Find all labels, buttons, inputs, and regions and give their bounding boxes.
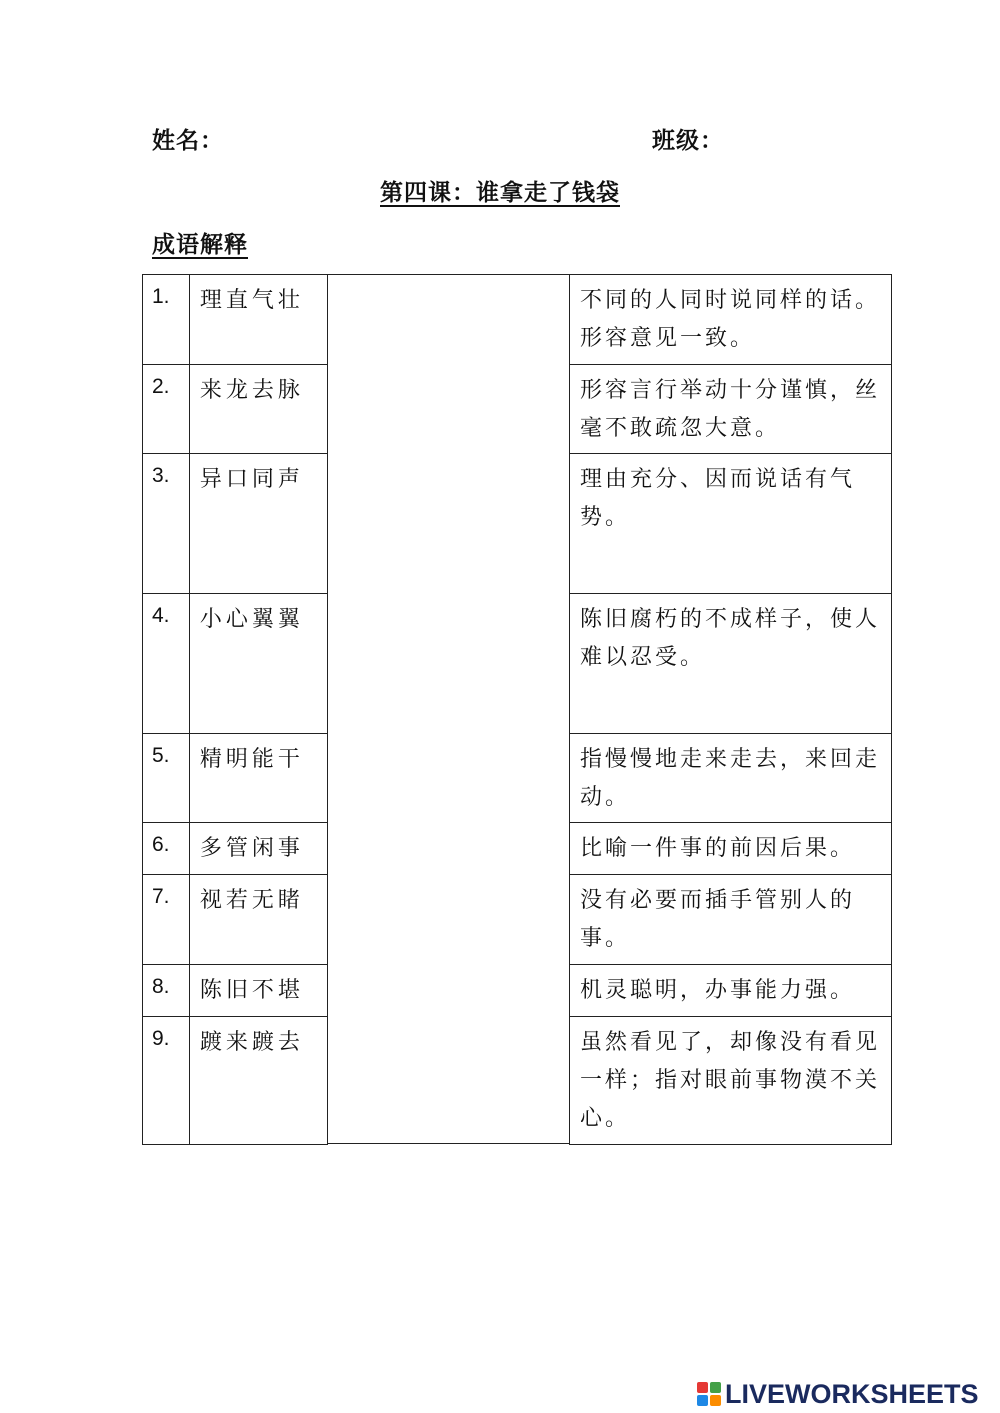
- idiom-number: 4.: [143, 594, 190, 734]
- meaning-text[interactable]: 理由充分、因而说话有气势。: [570, 454, 892, 594]
- meaning-table: [569, 274, 892, 1145]
- idiom-row: [143, 823, 328, 875]
- meaning-text[interactable]: 比喻一件事的前因后果。: [570, 823, 892, 875]
- idiom-text[interactable]: 陈旧不堪: [189, 965, 327, 1017]
- meaning-row: [570, 823, 892, 875]
- logo-block-red: [697, 1382, 708, 1393]
- meaning-text[interactable]: 不同的人同时说同样的话。形容意见一致。: [570, 275, 892, 365]
- logo-block-blue: [697, 1395, 708, 1406]
- idiom-text[interactable]: 视若无睹: [189, 875, 327, 965]
- matching-grid: [142, 274, 892, 1144]
- meaning-row: [570, 965, 892, 1017]
- idiom-text[interactable]: 小心翼翼: [189, 594, 327, 734]
- meaning-row: [570, 734, 892, 823]
- meaning-text[interactable]: 形容言行举动十分谨慎，丝毫不敢疏忽大意。: [570, 365, 892, 454]
- idiom-row: [143, 875, 328, 965]
- idiom-number: 2.: [143, 365, 190, 454]
- meaning-row: [570, 454, 892, 594]
- idiom-row: [143, 1017, 328, 1145]
- idiom-row: [143, 365, 328, 454]
- idiom-number: 3.: [143, 454, 190, 594]
- meaning-row: [570, 594, 892, 734]
- meaning-text[interactable]: 陈旧腐朽的不成样子，使人难以忍受。: [570, 594, 892, 734]
- meaning-text[interactable]: 指慢慢地走来走去，来回走动。: [570, 734, 892, 823]
- class-label: 班级：: [652, 127, 724, 154]
- idiom-number: 5.: [143, 734, 190, 823]
- idiom-text[interactable]: 踱来踱去: [189, 1017, 327, 1145]
- idiom-number: 1.: [143, 275, 190, 365]
- idiom-table: [142, 274, 328, 1145]
- idiom-text[interactable]: 精明能干: [189, 734, 327, 823]
- liveworksheets-watermark: [697, 1379, 979, 1409]
- meaning-row: [570, 275, 892, 365]
- idiom-text[interactable]: 理直气壮: [189, 275, 327, 365]
- idiom-text[interactable]: 来龙去脉: [189, 365, 327, 454]
- idiom-text[interactable]: 多管闲事: [189, 823, 327, 875]
- page-title: [0, 174, 1000, 207]
- idiom-row: [143, 965, 328, 1017]
- idiom-number: 6.: [143, 823, 190, 875]
- liveworksheets-logo-icon: [697, 1382, 721, 1406]
- meaning-row: [570, 1017, 892, 1145]
- section-heading: 成语解释: [152, 231, 248, 258]
- idiom-row: [143, 454, 328, 594]
- idiom-row: [143, 275, 328, 365]
- idiom-number: 7.: [143, 875, 190, 965]
- meaning-text[interactable]: 虽然看见了，却像没有看见一样；指对眼前事物漠不关心。: [570, 1017, 892, 1145]
- meaning-row: [570, 875, 892, 965]
- meaning-text[interactable]: 没有必要而插手管别人的事。: [570, 875, 892, 965]
- meaning-text[interactable]: 机灵聪明，办事能力强。: [570, 965, 892, 1017]
- meaning-row: [570, 365, 892, 454]
- watermark-text: LIVEWORKSHEETS: [725, 1378, 979, 1409]
- idiom-number: 9.: [143, 1017, 190, 1145]
- matching-answer-area[interactable]: [327, 274, 570, 1144]
- logo-block-green: [710, 1382, 721, 1393]
- lesson-title-text: 第四课：谁拿走了钱袋: [380, 179, 620, 206]
- name-label: 姓名：: [152, 127, 224, 154]
- idiom-row: [143, 594, 328, 734]
- logo-block-orange: [710, 1395, 721, 1406]
- idiom-number: 8.: [143, 965, 190, 1017]
- idiom-row: [143, 734, 328, 823]
- idiom-text[interactable]: 异口同声: [189, 454, 327, 594]
